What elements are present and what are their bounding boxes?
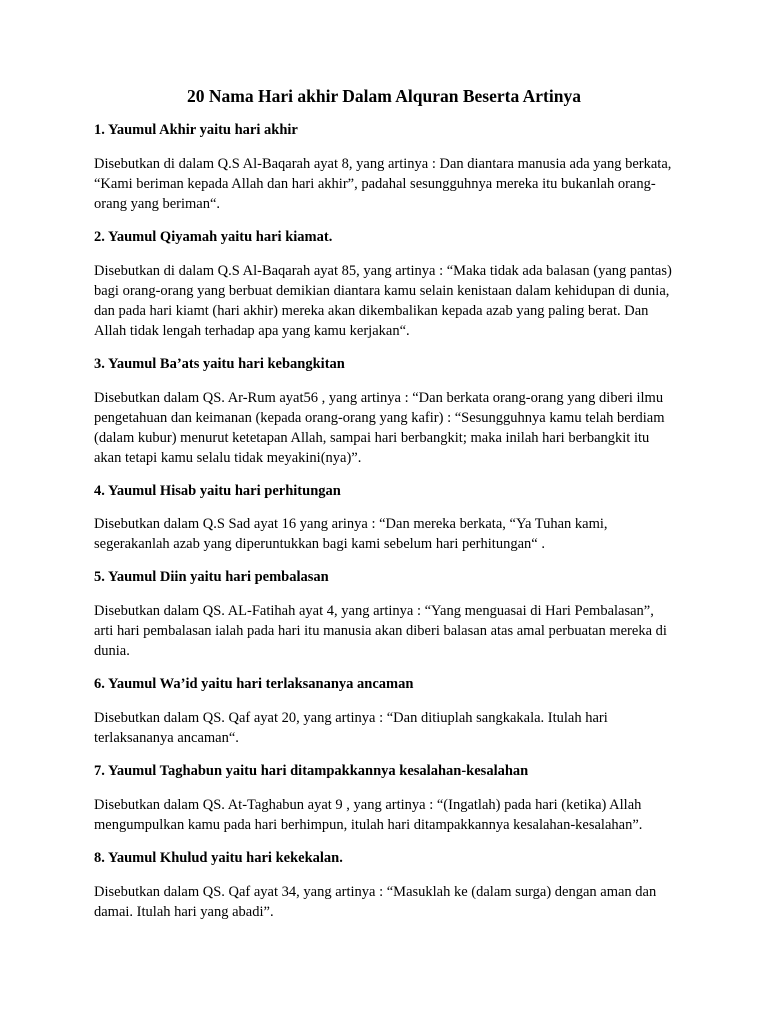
section-5 [94, 568, 674, 661]
section-2 [94, 228, 674, 341]
section-8 [94, 849, 674, 922]
section-heading: 3. Yaumul Ba’ats yaitu hari kebangkitan [94, 355, 345, 372]
section-heading: 4. Yaumul Hisab yaitu hari perhitungan [94, 482, 341, 499]
section-heading: 8. Yaumul Khulud yaitu hari kekekalan. [94, 849, 343, 866]
section-body: Disebutkan dalam Q.S Sad ayat 16 yang arinya : “Dan mereka berkata, “Ya Tuhan kami, segerakanlah azab yang diperuntukkan bagi kami sebelum hari perhitungan“ . [94, 516, 608, 553]
section-body: Disebutkan dalam QS. At-Taghabun ayat 9 , yang artinya : “(Ingatlah) pada hari (ketika) Allah mengumpulkan kamu pada hari berhimpun, itulah hari ditampakkannya kesalahan-kesalahan”. [94, 796, 643, 833]
section-body: Disebutkan dalam QS. Ar-Rum ayat56 , yang artinya : “Dan berkata orang-orang yang diberi ilmu pengetahuan dan keimanan (kepada orang-orang yang kafir) : “Sesungguhnya kamu telah berdiam (dalam kubur) menurut ketetapan Allah, sampai hari berbangkit; maka inilah hari berbangkit itu akan tetapi kamu selalu tidak meyakini(nya)”. [94, 389, 665, 466]
section-body: Disebutkan di dalam Q.S Al-Baqarah ayat 8, yang artinya : Dan diantara manusia ada yang berkata, “Kami beriman kepada Allah dan hari akhir”, padahal sesungguhnya mereka itu bukanlah orang-orang yang beriman“. [94, 155, 672, 212]
document-title: 20 Nama Hari akhir Dalam Alquran Beserta Artinya [187, 86, 581, 106]
section-body: Disebutkan dalam QS. Qaf ayat 34, yang artinya : “Masuklah ke (dalam surga) dengan aman dan damai. Itulah hari yang abadi”. [94, 883, 657, 920]
section-body: Disebutkan dalam QS. AL-Fatihah ayat 4, yang artinya : “Yang menguasai di Hari Pembalasan”, arti hari pembalasan ialah pada hari itu manusia akan diberi balasan atas amal perbuatan mereka di dunia. [94, 603, 667, 660]
section-body: Disebutkan dalam QS. Qaf ayat 20, yang artinya : “Dan ditiuplah sangkakala. Itulah hari terlaksananya ancaman“. [94, 710, 608, 747]
section-heading: 6. Yaumul Wa’id yaitu hari terlaksananya ancaman [94, 676, 414, 693]
section-7 [94, 762, 674, 835]
section-heading: 1. Yaumul Akhir yaitu hari akhir [94, 122, 298, 138]
section-3 [94, 355, 674, 468]
section-heading: 5. Yaumul Diin yaitu hari pembalasan [94, 569, 329, 586]
section-4 [94, 482, 674, 555]
section-heading: 7. Yaumul Taghabun yaitu hari ditampakkannya kesalahan-kesalahan [94, 763, 529, 780]
section-heading: 2. Yaumul Qiyamah yaitu hari kiamat. [94, 228, 333, 245]
section-1 [94, 121, 674, 214]
section-6 [94, 675, 674, 748]
section-body: Disebutkan di dalam Q.S Al-Baqarah ayat 85, yang artinya : “Maka tidak ada balasan (yang pantas) bagi orang-orang yang berbuat demikian diantara kamu selain kenistaan dalam kehidupan di dunia, dan pada hari kiamt (hari akhir) mereka akan dikembalikan kepada azab yang paling berat. Dan Allah tidak lengah terhadap apa yang kamu kerjakan“. [94, 262, 672, 339]
